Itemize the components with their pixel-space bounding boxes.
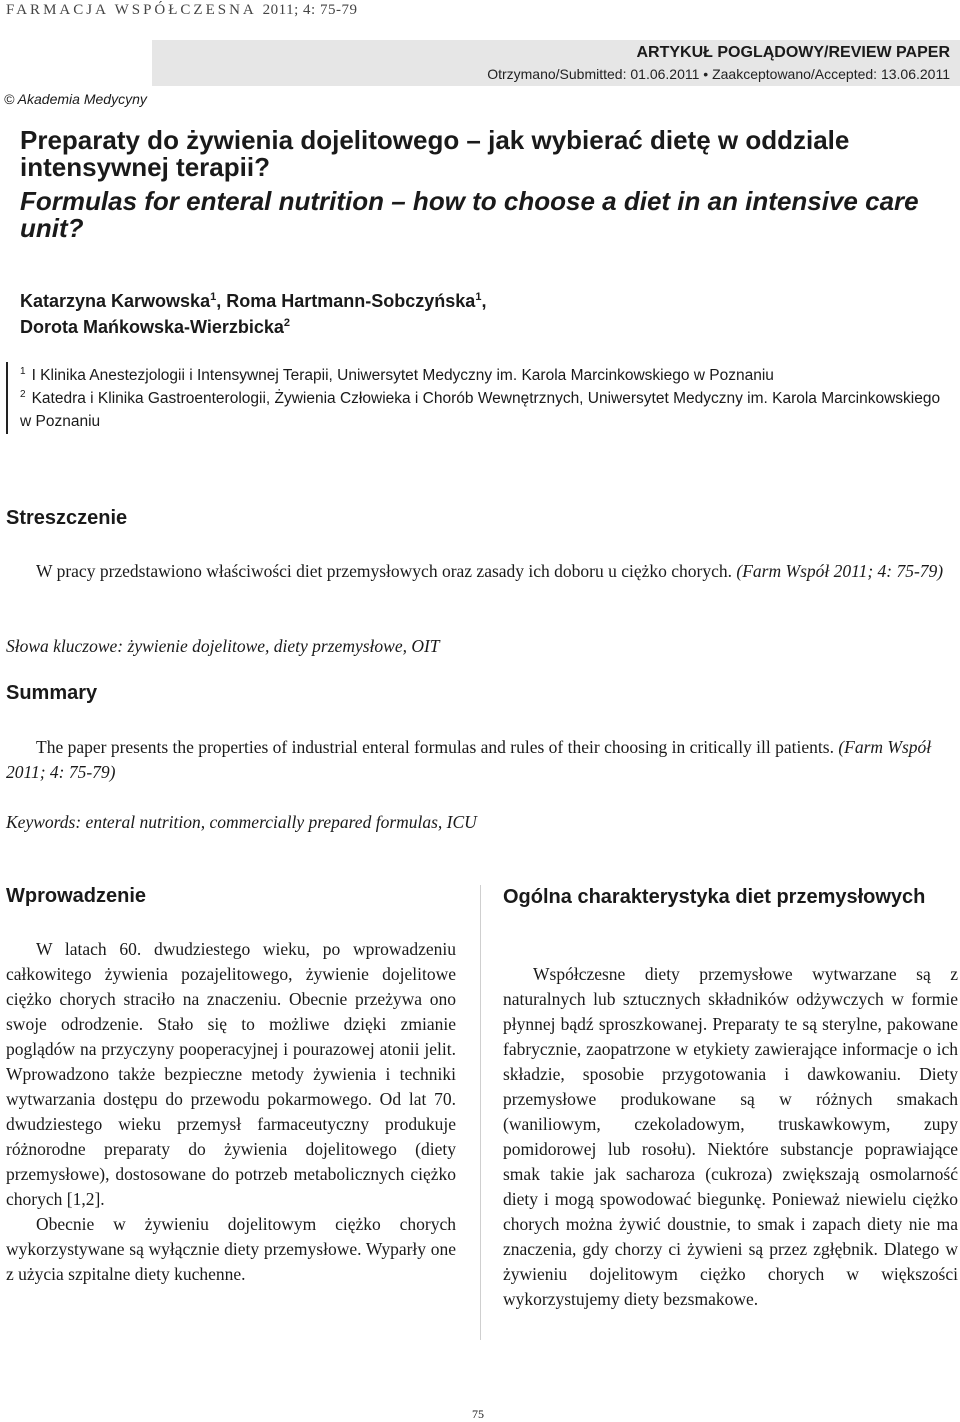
- intro-paragraph: Obecnie w żywieniu dojelitowym ciężko chorych wykorzystywane są wyłącznie diety przemysłowe. Wyparły one z użycia szpitalne diety kuchenne.: [6, 1214, 456, 1284]
- author-affil-sup: 2: [283, 317, 291, 329]
- abstract-polish-text: W pracy przedstawiono właściwości diet przemysłowych oraz zasady ich doboru u ciężko chorych.: [36, 561, 733, 581]
- author-name: Dorota Mańkowska-Wierzbicka: [20, 317, 284, 337]
- affiliation-item: [20, 364, 950, 387]
- intro-paragraph: W latach 60. dwudziestego wieku, po wprowadzeniu całkowitego żywienia pozajelitowego, żywienie dojelitowe ciężko chorych straciło na znaczeniu. Obecnie przeżywa ono swoje odrodzenie. Stało się to możliwe dzięki zmianie poglądów na przyczyny pooperacyjnej i pourazowej atonii jelit. Wprowadzono także bezpieczne metody żywienia i techniki wytwarzania dostępu do przewodu pokarmowego. Od lat 70. dwudziestego wieku przemysł farmaceutyczny produkuje różnorodne preparaty do żywienia dojelitowego (diety przemysłowe), dostosowane do potrzeb metabolicznych ciężko chorych [1,2].: [6, 939, 456, 1209]
- submission-dates: Otrzymano/Submitted: 01.06.2011 • Zaakceptowano/Accepted: 13.06.2011: [487, 66, 950, 82]
- page-number: 75: [472, 1407, 484, 1421]
- abstract-polish: [6, 559, 958, 584]
- column-divider: [480, 885, 481, 1340]
- author-affil-sup: 1: [210, 291, 217, 303]
- general-column: [503, 962, 958, 1312]
- title-english: Formulas for enteral nutrition – how to choose a diet in an intensive care unit?: [20, 186, 919, 243]
- heading-summary: Summary: [6, 682, 98, 704]
- abstract-english: [6, 735, 958, 785]
- heading-ogolna-charakterystyka: Ogólna charakterystyka diet przemysłowych: [503, 886, 926, 908]
- journal-name: [6, 2, 357, 19]
- affiliation-text: I Klinika Anestezjologii i Intensywnej Terapii, Uniwersytet Medyczny im. Karola Marcinkowskiego w Poznaniu: [31, 367, 774, 384]
- abstract-english-text: The paper presents the properties of industrial enteral formulas and rules of their choosing in critically ill patients.: [36, 737, 834, 757]
- abstract-polish-citation: (Farm Współ 2011; 4: 75-79): [736, 561, 944, 581]
- intro-column: [6, 937, 456, 1287]
- article-type: ARTYKUŁ POGLĄDOWY/REVIEW PAPER: [636, 44, 950, 61]
- author-name: Katarzyna Karwowska: [20, 291, 211, 311]
- journal-volume: 2011; 4: 75-79: [262, 2, 358, 18]
- journal-title: FARMACJA WSPÓŁCZESNA: [6, 2, 256, 18]
- abstract-english-citation: (Farm Współ 2011; 4: 75-79): [6, 737, 932, 782]
- copyright-notice: © Akademia Medycyny: [4, 91, 147, 107]
- author-list: Katarzyna Karwowska$^1$, Roma Hartmann-Sobczyńska$^1$, Dorota Mańkowska-Wierzbicka$^2$: [20, 291, 487, 337]
- author-name: Roma Hartmann-Sobczyńska: [226, 291, 476, 311]
- affiliation-text: Katedra i Klinika Gastroenterologii, Żywienia Człowieka i Chorób Wewnętrznych, Uniwersytet Medyczny im. Karola Marcinkowskiego w Poznaniu: [20, 390, 941, 430]
- affiliation-number: 2: [20, 389, 26, 400]
- heading-streszczenie: Streszczenie: [6, 507, 128, 529]
- general-paragraph: Współczesne diety przemysłowe wytwarzane są z naturalnych lub sztucznych składników odżywczych w formie płynnej bądź sproszkowanej. Preparaty te są sterylne, pakowane fabrycznie, zaopatrzone w etykiety zawierające informacje o ich składzie, sposobie przygotowania i dawkowaniu. Diety przemysłowe produkowane są w różnych smakach (waniliowym, czekoladowym, truskawkowym, zupy pomidorowej lub rosołu). Niektóre substancje poprawiające smak takie jak sacharoza (cukroza) zwiększają osmolarność diety i mogą spowodować biegunkę. Ponieważ niewielu ciężko chorych można żywić doustnie, to smak i zapach diety nie ma znaczenia, gdy chorzy ci żywieni są przez zgłębnik. Dlatego w żywieniu dojelitowym ciężko chorych w większości wykorzystujemy diety bezsmakowe.: [503, 964, 958, 1309]
- keywords-polish: Słowa kluczowe: żywienie dojelitowe, diety przemysłowe, OIT: [6, 636, 440, 656]
- title-polish: Preparaty do żywienia dojelitowego – jak wybierać dietę w oddziale intensywnej terapii?: [20, 125, 850, 182]
- affiliations: [20, 364, 950, 433]
- affiliation-number: 1: [20, 366, 26, 377]
- affiliation-item: [20, 387, 950, 433]
- affiliation-bar: [6, 362, 8, 434]
- keywords-english: Keywords: enteral nutrition, commercially prepared formulas, ICU: [6, 812, 477, 832]
- author-affil-sup: 1: [475, 291, 482, 303]
- heading-wprowadzenie: Wprowadzenie: [6, 885, 147, 907]
